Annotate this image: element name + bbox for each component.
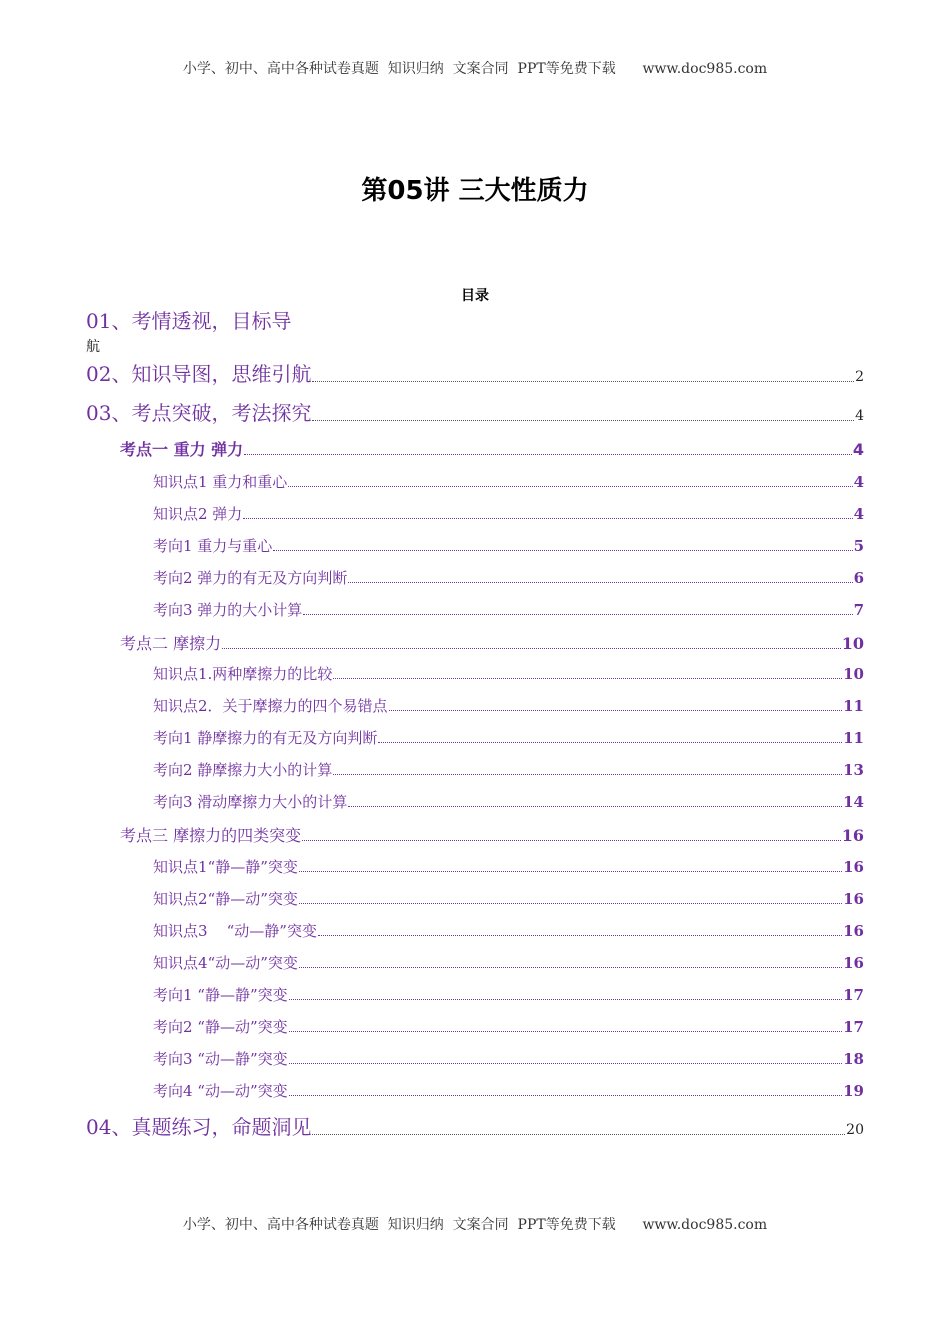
toc-page-number: 17 xyxy=(843,1018,864,1036)
toc-page-number: 19 xyxy=(843,1082,864,1100)
toc-page-number: 16 xyxy=(843,890,864,908)
toc-page-number: 4 xyxy=(853,473,864,491)
toc-entry-label: 04、真题练习，命题洞见 xyxy=(86,1115,312,1139)
toc-page-number: 20 xyxy=(846,1122,864,1138)
toc-leader-dots xyxy=(222,648,841,649)
toc-entry-label: 考向1 “静—静”突变 xyxy=(153,986,288,1004)
toc-page-number: 16 xyxy=(843,922,864,940)
toc-entry-k2-kaoxiang-3[interactable] xyxy=(153,791,864,812)
toc-entry-label-continued: 航 xyxy=(86,339,100,355)
toc-entry-label: 知识点1“静—静”突变 xyxy=(153,858,298,876)
toc-entry-label: 考向2 静摩擦力大小的计算 xyxy=(153,761,333,779)
toc-leader-dots xyxy=(318,935,842,936)
toc-leader-dots xyxy=(378,742,842,743)
toc-leader-dots xyxy=(312,420,854,421)
toc-leader-dots xyxy=(289,1063,842,1064)
toc-entry-label: 知识点1.两种摩擦力的比较 xyxy=(153,665,333,683)
toc-entry-k3-zhishidian-2[interactable] xyxy=(153,888,864,909)
toc-leader-dots xyxy=(299,903,842,904)
toc-entry-label: 考向2 “静—动”突变 xyxy=(153,1018,288,1036)
toc-page-number: 11 xyxy=(843,697,864,715)
toc-leader-dots xyxy=(348,582,852,583)
toc-entry-label: 考向1 静摩擦力的有无及方向判断 xyxy=(153,729,378,747)
toc-entry-k2-kaoxiang-1[interactable] xyxy=(153,727,864,748)
toc-page-number: 4 xyxy=(855,408,864,424)
toc-entry-label: 知识点3 “动—静”突变 xyxy=(153,922,317,940)
toc-leader-dots xyxy=(244,454,852,455)
toc-page-number: 4 xyxy=(852,440,864,459)
toc-entry-k1-kaoxiang-3[interactable] xyxy=(153,599,864,620)
toc-entry-label: 01、考情透视，目标导 xyxy=(86,309,292,333)
toc-entry-label: 考向3 弹力的大小计算 xyxy=(153,601,303,619)
toc-entry-k2-kaoxiang-2[interactable] xyxy=(153,759,864,780)
toc-entry-k1-kaoxiang-2[interactable] xyxy=(153,567,864,588)
toc-entry-label: 03、考点突破，考法探究 xyxy=(86,401,312,425)
toc-leader-dots xyxy=(243,518,852,519)
toc-entry-label: 考点二 摩擦力 xyxy=(120,634,222,653)
toc-entry-k2-zhishidian-2[interactable] xyxy=(153,695,864,716)
toc-entry-label: 考向2 弹力的有无及方向判断 xyxy=(153,569,348,587)
toc-leader-dots xyxy=(303,614,852,615)
toc-entry-k1-zhishidian-2[interactable] xyxy=(153,503,864,524)
toc-leader-dots xyxy=(299,967,842,968)
toc-entry-label: 知识点2 弹力 xyxy=(153,505,243,523)
toc-leader-dots xyxy=(302,840,841,841)
toc-leader-dots xyxy=(288,486,852,487)
toc-entry-k1-kaoxiang-1[interactable] xyxy=(153,535,864,556)
toc-entry-label: 考向4 “动—动”突变 xyxy=(153,1082,288,1100)
toc-entry-label: 知识点2“静—动”突变 xyxy=(153,890,298,908)
toc-entry-kaodian-1[interactable] xyxy=(120,437,864,460)
toc-page-number: 16 xyxy=(843,954,864,972)
toc-entry-kaodian-3[interactable] xyxy=(120,823,864,846)
toc-entry-label: 知识点2．关于摩擦力的四个易错点 xyxy=(153,697,388,715)
toc-page-number: 10 xyxy=(843,665,864,683)
toc-leader-dots xyxy=(289,1031,842,1032)
toc-leader-dots xyxy=(333,774,842,775)
toc-entry-label: 考向1 重力与重心 xyxy=(153,537,273,555)
toc-entry-k3-kaoxiang-3[interactable] xyxy=(153,1048,864,1069)
page-footer: 小学、初中、高中各种试卷真题 知识归纳 文案合同 PPT等免费下载 www.doc985.com xyxy=(182,1217,768,1233)
toc-entry-k3-zhishidian-1[interactable] xyxy=(153,856,864,877)
toc-entry-label: 考向3 滑动摩擦力大小的计算 xyxy=(153,793,348,811)
toc-page-number: 2 xyxy=(855,369,864,385)
toc-page-number: 14 xyxy=(843,793,864,811)
toc-leader-dots xyxy=(289,1095,842,1096)
toc-page-number: 13 xyxy=(843,761,864,779)
toc-entry-k3-kaoxiang-1[interactable] xyxy=(153,984,864,1005)
toc-page-number: 6 xyxy=(853,569,864,587)
toc-entry-label: 知识点1 重力和重心 xyxy=(153,473,288,491)
toc-entry-kaodian-2[interactable] xyxy=(120,631,864,654)
toc-page-number: 16 xyxy=(843,858,864,876)
toc-entry-01[interactable] xyxy=(86,305,291,356)
toc-heading: 目录 xyxy=(461,288,489,304)
toc-entry-label: 02、知识导图，思维引航 xyxy=(86,362,312,386)
page-title: 第05讲 三大性质力 xyxy=(361,176,589,206)
page-header: 小学、初中、高中各种试卷真题 知识归纳 文案合同 PPT等免费下载 www.doc985.com xyxy=(182,61,768,77)
toc-page-number: 11 xyxy=(843,729,864,747)
toc-leader-dots xyxy=(348,806,842,807)
toc-leader-dots xyxy=(312,381,854,382)
toc-entry-k3-zhishidian-3[interactable] xyxy=(153,920,864,941)
toc-page-number: 16 xyxy=(841,826,864,845)
toc-leader-dots xyxy=(289,999,842,1000)
toc-leader-dots xyxy=(389,710,843,711)
toc-page-number: 17 xyxy=(843,986,864,1004)
toc-page-number: 18 xyxy=(843,1050,864,1068)
toc-entry-label: 知识点4“动—动”突变 xyxy=(153,954,298,972)
toc-page-number: 10 xyxy=(841,634,864,653)
toc-page-number: 4 xyxy=(853,505,864,523)
toc-leader-dots xyxy=(312,1134,845,1135)
toc-entry-02[interactable] xyxy=(86,358,864,387)
toc-entry-k1-zhishidian-1[interactable] xyxy=(153,471,864,492)
toc-entry-label: 考向3 “动—静”突变 xyxy=(153,1050,288,1068)
toc-entry-label: 考点三 摩擦力的四类突变 xyxy=(120,826,302,845)
toc-entry-03[interactable] xyxy=(86,397,864,426)
toc-entry-k2-zhishidian-1[interactable] xyxy=(153,663,864,684)
toc-entry-04[interactable] xyxy=(86,1111,864,1140)
toc-entry-label: 考点一 重力 弹力 xyxy=(120,440,244,459)
toc-leader-dots xyxy=(333,678,842,679)
toc-leader-dots xyxy=(299,871,842,872)
toc-page-number: 5 xyxy=(853,537,864,555)
toc-entry-k3-kaoxiang-4[interactable] xyxy=(153,1080,864,1101)
toc-entry-k3-zhishidian-4[interactable] xyxy=(153,952,864,973)
toc-page-number: 7 xyxy=(853,601,864,619)
toc-leader-dots xyxy=(273,550,852,551)
toc-entry-k3-kaoxiang-2[interactable] xyxy=(153,1016,864,1037)
